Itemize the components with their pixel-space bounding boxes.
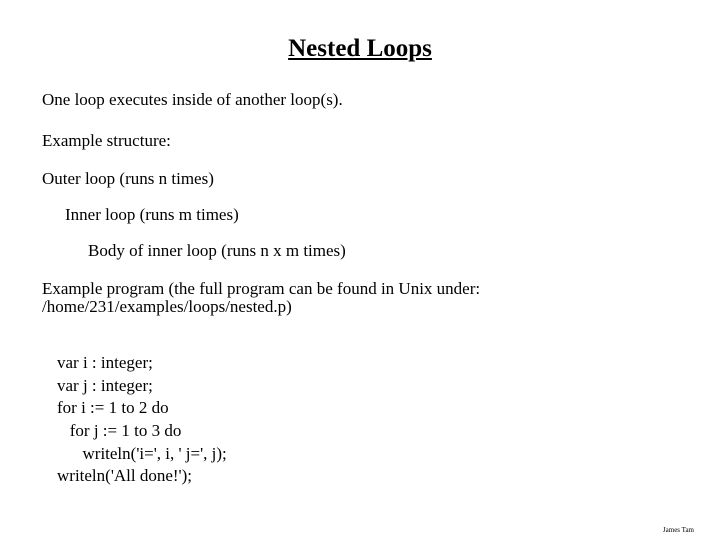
intro-text: One loop executes inside of another loop(s). bbox=[42, 90, 343, 109]
author-footer: James Tam bbox=[662, 526, 694, 534]
structure-label: Example structure: bbox=[42, 131, 171, 150]
code-line: for i := 1 to 2 do bbox=[57, 398, 169, 418]
code-line: var i : integer; bbox=[57, 353, 153, 372]
code-line: writeln('i=', i, ' j=', j); bbox=[57, 443, 227, 463]
program-intro-line2: /home/231/examples/loops/nested.p) bbox=[42, 297, 292, 316]
inner-loop-text: Inner loop (runs m times) bbox=[65, 205, 239, 224]
code-line: var j : integer; bbox=[57, 375, 153, 395]
code-block bbox=[57, 352, 227, 488]
slide-title: Nested Loops bbox=[288, 35, 432, 62]
outer-loop-text: Outer loop (runs n times) bbox=[42, 169, 214, 188]
program-intro-line1: Example program (the full program can be found in Unix under: bbox=[42, 279, 481, 298]
inner-body-text: Body of inner loop (runs n x m times) bbox=[88, 241, 346, 260]
code-line: for j := 1 to 3 do bbox=[57, 421, 182, 441]
code-line: writeln('All done!'); bbox=[57, 466, 193, 486]
